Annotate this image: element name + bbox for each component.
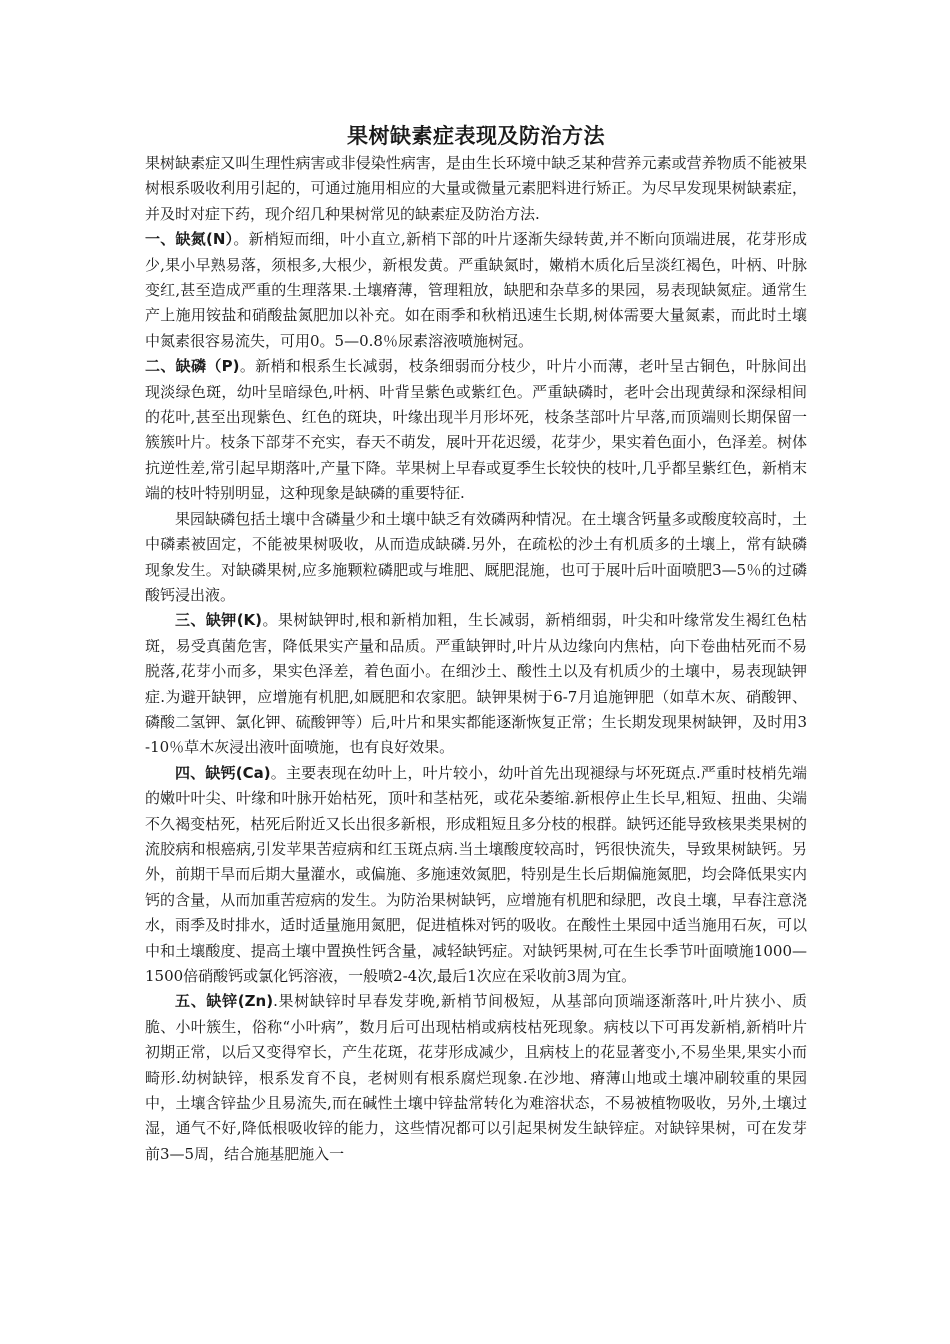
section-heading: 四、缺钙(Ca) xyxy=(175,763,271,782)
paragraph-text: 果树缺素症又叫生理性病害或非侵染性病害，是由生长环境中缺乏某种营养元素或营养物质不能被果树根系吸收利用引起的，可通过施用相应的大量或微量元素肥料进行矫正。为尽早发现果树缺素症，并及时对症下药，现介绍几种果树常见的缺素症及防治方法. xyxy=(145,154,807,223)
document-body xyxy=(145,121,807,1167)
document-title: 果树缺素症表现及防治方法 xyxy=(347,124,605,148)
paragraph xyxy=(145,989,807,1167)
paragraph xyxy=(145,151,807,227)
paragraph xyxy=(145,761,807,990)
section-heading: 五、缺锌(Zn) xyxy=(175,992,274,1011)
paragraph-text: 果园缺磷包括土壤中含磷量少和土壤中缺乏有效磷两种情况。在土壤含钙量多或酸度较高时，土中磷素被固定，不能被果树吸收，从而造成缺磷.另外，在疏松的沙土有机质多的土壤上，常有缺磷现象发生。对缺磷果树,应多施颗粒磷肥或与堆肥、厩肥混施，也可于展叶后叶面喷肥3—5％的过磷酸钙浸出液。 xyxy=(145,509,807,604)
paragraph-text: 。果树缺钾时,根和新梢加粗，生长减弱，新梢细弱，叶尖和叶缘常发生褐红色枯斑，易受真菌危害，降低果实产量和品质。严重缺钾时,叶片从边缘向内焦枯，向下卷曲枯死而不易脱落,花芽小而多，果实色泽差，着色面小。在细沙土、酸性土以及有机质少的土壤中，易表现缺钾症.为避开缺钾，应增施有机肥,如厩肥和农家肥。缺钾果树于6-7月追施钾肥（如草木灰、硝酸钾、磷酸二氢钾、氯化钾、硫酸钾等）后,叶片和果实都能逐渐恢复正常；生长期发现果树缺钾，及时用3-10％草木灰浸出液叶面喷施，也有良好效果。 xyxy=(145,611,807,757)
paragraph xyxy=(145,354,807,506)
section-heading: 一、缺氮(N） xyxy=(145,230,234,249)
paragraph-list xyxy=(145,151,807,1167)
paragraph xyxy=(145,227,807,354)
paragraph xyxy=(145,608,807,760)
paragraph-text: .果树缺锌时早春发芽晚,新梢节间极短，从基部向顶端逐渐落叶,叶片狭小、质脆、小叶簇生，俗称“小叶病”，数月后可出现枯梢或病枝枯死现象。病枝以下可再发新梢,新梢叶片初期正常，以后又变得窄长，产生花斑，花芽形成减少，且病枝上的花显著变小,不易坐果,果实小而畸形.幼树缺锌，根系发育不良，老树则有根系腐烂现象.在沙地、瘠薄山地或土壤冲刷较重的果园中，土壤含锌盐少且易流失,而在碱性土壤中锌盐常转化为难溶状态，不易被植物吸收，另外,土壤过湿，通气不好,降低根吸收锌的能力，这些情况都可以引起果树发生缺锌症。对缺锌果树，可在发芽前3—5周，结合施基肥施入一 xyxy=(145,992,807,1163)
section-heading: 三、缺钾(K) xyxy=(175,611,263,630)
paragraph xyxy=(145,507,807,609)
paragraph-text: 。主要表现在幼叶上，叶片较小，幼叶首先出现褪绿与坏死斑点.严重时枝梢先端的嫩叶叶尖、叶缘和叶脉开始枯死，顶叶和茎枯死，或花朵萎缩.新根停止生长早,粗短、扭曲、尖端不久褐变枯死，枯死后附近又长出很多新根，形成粗短且多分枝的根群。缺钙还能导致核果类果树的流胶病和根癌病,引发苹果苦痘病和红玉斑点病.当土壤酸度较高时，钙很快流失，导致果树缺钙。另外，前期干旱而后期大量灌水，或偏施、多施速效氮肥，特别是生长后期偏施氮肥，均会降低果实内钙的含量，从而加重苦痘病的发生。为防治果树缺钙，应增施有机肥和绿肥，改良土壤，早春注意浇水，雨季及时排水，适时适量施用氮肥，促进植株对钙的吸收。在酸性土果园中适当施用石灰，可以中和土壤酸度、提高土壤中置换性钙含量，减轻缺钙症。对缺钙果树,可在生长季节叶面喷施1000—1500倍硝酸钙或氯化钙溶液，一般喷2-4次,最后1次应在采收前3周为宜。 xyxy=(145,763,808,985)
paragraph-text: 。新梢短而细，叶小直立,新梢下部的叶片逐渐失绿转黄,并不断向顶端进展，花芽形成少,果小早熟易落，须根多,大根少，新根发黄。严重缺氮时，嫩梢木质化后呈淡红褐色，叶柄、叶脉变红,甚至造成严重的生理落果.土壤瘠薄，管理粗放，缺肥和杂草多的果园，易表现缺氮症。通常生产上施用铵盐和硝酸盐氮肥加以补充。如在雨季和秋梢迅速生长期,树体需要大量氮素，而此时土壤中氮素很容易流失，可用0。5—0.8％尿素溶液喷施树冠。 xyxy=(145,230,807,350)
section-heading: 二、缺磷（P) xyxy=(145,357,240,376)
paragraph-text: 。新梢和根系生长减弱，枝条细弱而分枝少，叶片小而薄，老叶呈古铜色，叶脉间出现淡绿色斑，幼叶呈暗绿色,叶柄、叶背呈紫色或紫红色。严重缺磷时，老叶会出现黄绿和深绿相间的花叶,甚至出现紫色、红色的斑块，叶缘出现半月形坏死，枝条茎部叶片早落,而顶端则长期保留一簇簇叶片。枝条下部芽不充实，春天不萌发，展叶开花迟缓，花芽少，果实着色面小，色泽差。树体抗逆性差,常引起早期落叶,产量下降。苹果树上早春或夏季生长较快的枝叶,几乎都呈紫红色，新梢末端的枝叶特别明显，这种现象是缺磷的重要特征. xyxy=(145,357,807,503)
